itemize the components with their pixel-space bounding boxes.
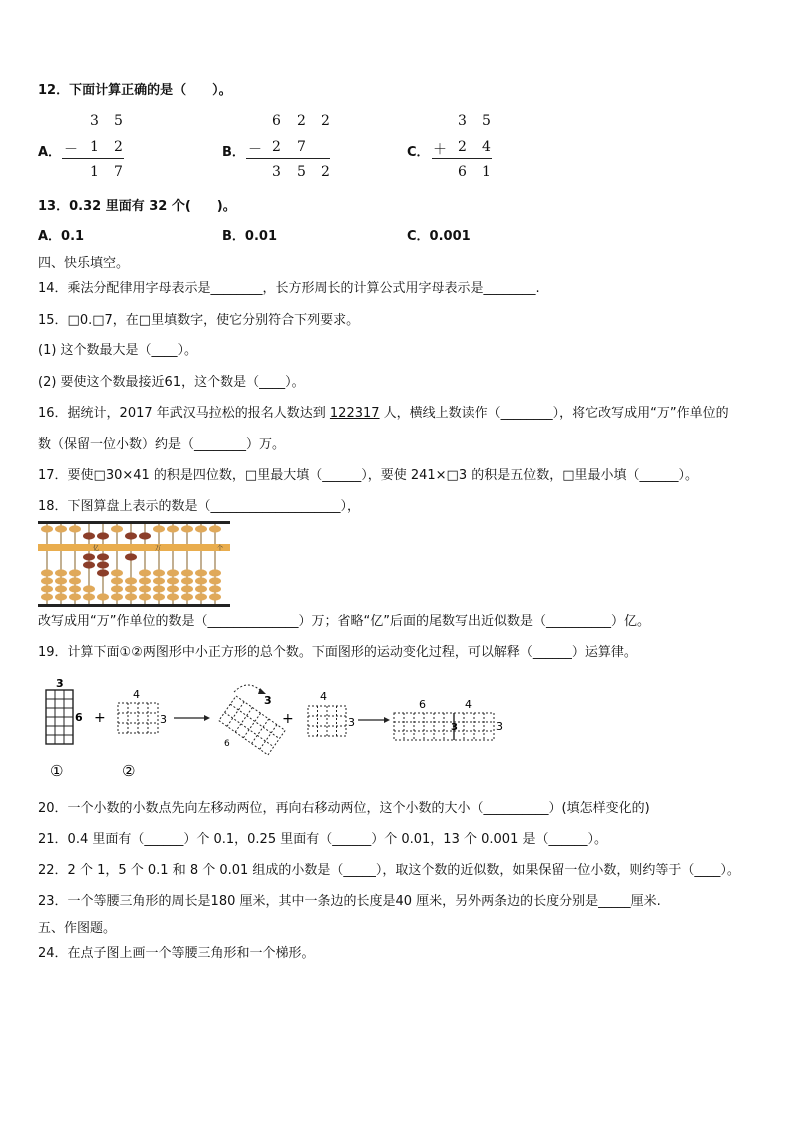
grid-2-top-label: 4 [133, 688, 140, 701]
q12-a-bottom-1: 1 [90, 139, 99, 155]
q12-c-top-2: 5 [482, 113, 491, 129]
q12-c-top-1: 3 [458, 113, 467, 129]
q12-stem: 12．下面计算正确的是（ ）。 [38, 83, 232, 98]
q23-text: 23．一个等腰三角形的周长是180 厘米，其中一条边的长度是40 厘米，另外两条边的长度分别是_____厘米. [38, 894, 661, 909]
q14-text: 14．乘法分配律用字母表示是________，长方形周长的计算公式用字母表示是________. [38, 281, 540, 296]
abacus-bead [195, 593, 207, 600]
abacus-bead [167, 569, 179, 576]
abacus-bead [69, 525, 81, 532]
abacus-bead [209, 577, 221, 584]
abacus-label-wan: 万 [155, 545, 162, 552]
q19-stem: 19．计算下面①②两图形中小正方形的总个数。下面图形的运动变化过程，可以解释（______）运算律。 [38, 645, 637, 660]
q12-b-result-2: 5 [297, 164, 306, 180]
abacus-bead [69, 585, 81, 592]
q12-b-bottom-2: 7 [297, 139, 306, 155]
q12-b-top-2: 2 [297, 113, 306, 129]
q12-b-rule [246, 158, 330, 159]
combined-top-label-1: 6 [419, 698, 426, 711]
q19-figure [38, 676, 508, 782]
q13-option-c[interactable]: C．0.001 [407, 229, 471, 244]
q12-c-sign: ＋ [433, 142, 447, 158]
plus-sign-2: + [282, 711, 294, 727]
abacus-bead [125, 585, 137, 592]
abacus-bead [167, 525, 179, 532]
q20-text: 20．一个小数的小数点先向左移动两位，再向右移动两位，这个小数的大小（__________）(填怎样变化的) [38, 801, 650, 816]
q15-part-1: (1) 这个数最大是（____）。 [38, 343, 198, 358]
abacus-bead [209, 593, 221, 600]
q13-option-a[interactable]: A．0.1 [38, 229, 85, 244]
abacus-bead [111, 585, 123, 592]
abacus-bead [83, 585, 95, 592]
abacus-label-ge: 个 [217, 545, 224, 552]
q15-part-2: (2) 要使这个数最接近61，这个数是（____）。 [38, 375, 305, 390]
abacus-bead [139, 585, 151, 592]
q16-text-a: 16．据统计，2017 年武汉马拉松的报名人数达到 [38, 406, 330, 421]
abacus-bead [55, 569, 67, 576]
abacus-bead [125, 532, 137, 539]
abacus-bead [167, 585, 179, 592]
q12-option-b-label[interactable]: B． [222, 145, 245, 160]
abacus-bead [153, 577, 165, 584]
abacus-bead [41, 577, 53, 584]
combined-side-label: 3 [496, 720, 503, 733]
abacus-bead [55, 525, 67, 532]
q24-text: 24．在点子图上画一个等腰三角形和一个梯形。 [38, 946, 315, 961]
abacus-bead [69, 577, 81, 584]
section-5-heading: 五、作图题。 [38, 921, 117, 936]
grid-3-side-label: 3 [348, 716, 355, 729]
abacus-bead [55, 585, 67, 592]
abacus-figure [38, 521, 230, 607]
abacus-bead [41, 593, 53, 600]
abacus-bead [69, 569, 81, 576]
abacus-bead [69, 593, 81, 600]
abacus-bead [209, 525, 221, 532]
q12-option-c-label[interactable]: C． [407, 145, 430, 160]
combined-mid-label: 3 [451, 722, 458, 733]
abacus-bead [97, 561, 109, 568]
grid-figure-2 [118, 703, 158, 733]
abacus-bead [209, 569, 221, 576]
q12-a-top-1: 3 [90, 113, 99, 129]
q17-text: 17．要使□30×41 的积是四位数，□里最大填（______），要使 241×□3 的积是五位数，□里最小填（______）。 [38, 468, 699, 483]
grid-figure-1 [46, 690, 73, 744]
arrow-2-head [384, 717, 390, 723]
abacus-bead [195, 585, 207, 592]
abacus-bead [195, 577, 207, 584]
section-4-heading: 四、快乐填空。 [38, 256, 130, 271]
q13-stem: 13．0.32 里面有 32 个( )。 [38, 199, 236, 214]
abacus-label-yi: 亿 [93, 545, 100, 552]
plus-sign-1: + [94, 710, 106, 726]
q16-line-2: 数（保留一位小数）约是（________）万。 [38, 437, 286, 452]
q18-stem: 18．下图算盘上表示的数是（____________________）， [38, 499, 361, 514]
q12-c-rule [432, 158, 492, 159]
abacus-bead [83, 553, 95, 560]
abacus-bead [97, 532, 109, 539]
abacus-bead [167, 593, 179, 600]
arrow-1-head [204, 715, 210, 721]
q12-b-result-1: 3 [272, 164, 281, 180]
grid-1-side-label: 6 [75, 711, 83, 724]
abacus-bead [139, 569, 151, 576]
abacus-bead [41, 569, 53, 576]
q12-a-sign: － [64, 142, 78, 158]
grid-figure-3 [308, 706, 346, 736]
q15-stem: 15．□0.□7，在□里填数字，使它分别符合下列要求。 [38, 313, 360, 328]
q13-option-b[interactable]: B．0.01 [222, 229, 277, 244]
rotated-top-label: 3 [264, 694, 272, 707]
q12-c-result-2: 1 [482, 164, 491, 180]
abacus-bead [55, 593, 67, 600]
q18-line-2: 改写成用“万”作单位的数是（______________）万；省略“亿”后面的尾数写出近似数是（__________）亿。 [38, 614, 650, 629]
abacus-bead [125, 593, 137, 600]
abacus-bead [195, 525, 207, 532]
q12-a-bottom-2: 2 [114, 139, 123, 155]
abacus-bead [167, 577, 179, 584]
grid-1-top-label: 3 [56, 677, 64, 690]
abacus-bead [97, 569, 109, 576]
combined-grid [394, 713, 494, 740]
abacus-bead [153, 525, 165, 532]
q16-text-b: 人，横线上数读作（________），将它改写成用“万”作单位的 [379, 406, 729, 421]
q12-c-bottom-1: 2 [458, 139, 467, 155]
grid-3-top-label: 4 [320, 690, 327, 703]
abacus-bead [97, 553, 109, 560]
q12-b-bottom-1: 2 [272, 139, 281, 155]
abacus-bead [111, 525, 123, 532]
abacus-bead [125, 553, 137, 560]
abacus-bead [195, 569, 207, 576]
abacus-bead [209, 585, 221, 592]
abacus-bead [111, 577, 123, 584]
q12-c-result-1: 6 [458, 164, 467, 180]
q12-b-top-1: 6 [272, 113, 281, 129]
abacus-bead [153, 569, 165, 576]
q21-text: 21．0.4 里面有（______）个 0.1，0.25 里面有（______）个 0.01，13 个 0.001 是（______）。 [38, 832, 607, 847]
grid-2-side-label: 3 [160, 713, 167, 726]
q22-text: 22．2 个 1，5 个 0.1 和 8 个 0.01 组成的小数是（_____），取这个数的近似数，如果保留一位小数，则约等于（____）。 [38, 863, 740, 878]
circle-label-2: ② [122, 762, 136, 780]
q12-a-top-2: 5 [114, 113, 123, 129]
abacus-bead [111, 593, 123, 600]
abacus-bead [83, 593, 95, 600]
q12-a-result-2: 7 [114, 164, 123, 180]
q12-b-top-3: 2 [321, 113, 330, 129]
abacus-bead [41, 525, 53, 532]
abacus-bead [181, 593, 193, 600]
abacus-beam [38, 544, 230, 551]
abacus-bead [97, 593, 109, 600]
abacus-bead [139, 532, 151, 539]
q12-a-rule [62, 158, 124, 159]
abacus-bead [181, 585, 193, 592]
abacus-top-frame [38, 521, 230, 524]
abacus-bead [139, 593, 151, 600]
abacus-bead [153, 585, 165, 592]
abacus-bead [83, 561, 95, 568]
abacus-bead [153, 593, 165, 600]
circle-label-1: ① [50, 762, 64, 780]
abacus-bead [181, 569, 193, 576]
rotated-side-label: 6 [224, 739, 230, 749]
q12-b-sign: － [248, 142, 262, 158]
q12-b-result-3: 2 [321, 164, 330, 180]
abacus-bottom-frame [38, 604, 230, 607]
q12-c-bottom-2: 4 [482, 139, 491, 155]
q16-number: 122317 [329, 406, 380, 421]
abacus-bead [181, 577, 193, 584]
abacus-bead [111, 569, 123, 576]
abacus-bead [181, 525, 193, 532]
q16-line-1 [38, 405, 729, 423]
rotation-arc [234, 685, 262, 692]
abacus-bead [55, 577, 67, 584]
abacus-bead [41, 585, 53, 592]
q12-option-a-label[interactable]: A． [38, 145, 62, 160]
q12-a-result-1: 1 [90, 164, 99, 180]
combined-top-label-2: 4 [465, 698, 472, 711]
abacus-bead [83, 532, 95, 539]
abacus-bead [139, 577, 151, 584]
abacus-bead [125, 577, 137, 584]
